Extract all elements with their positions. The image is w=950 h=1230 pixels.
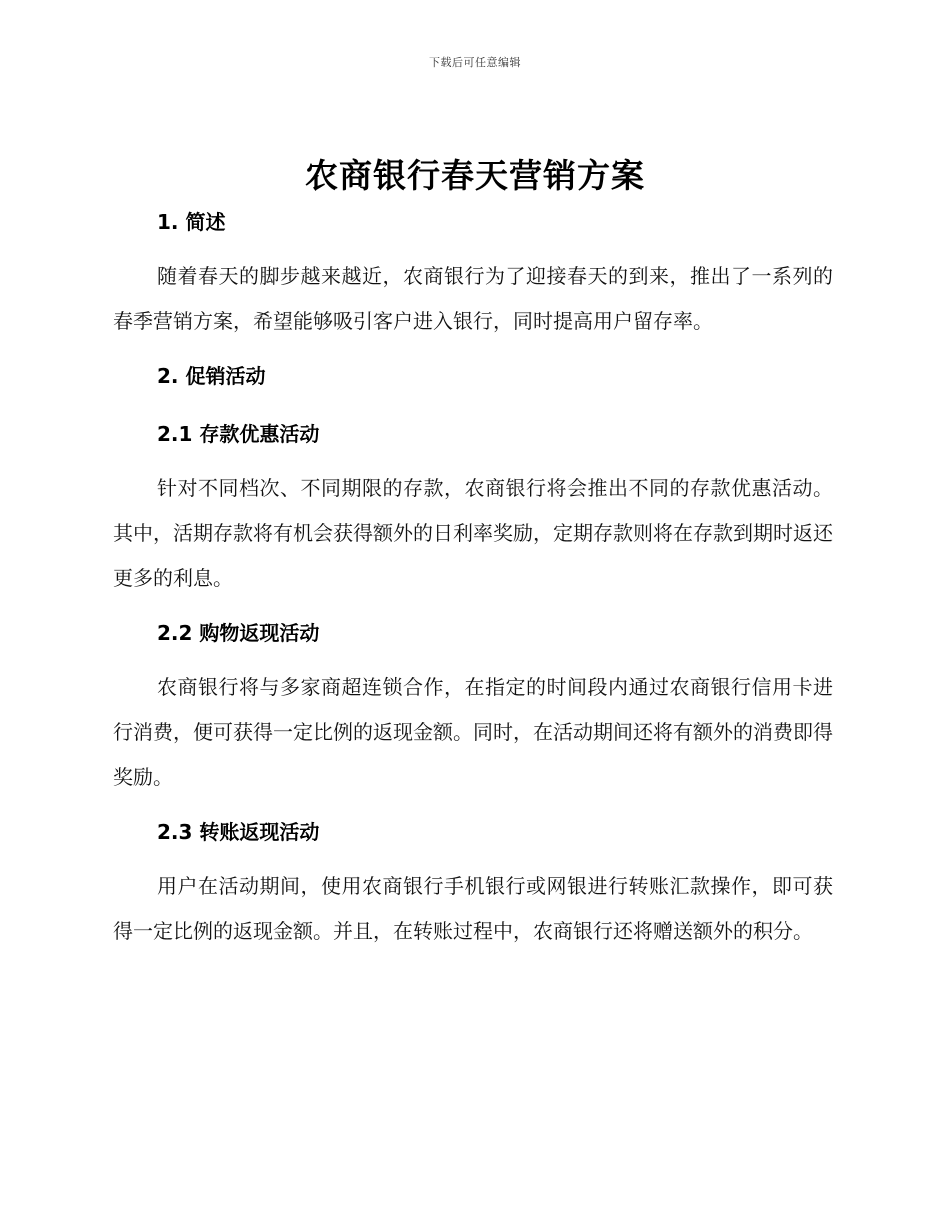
paragraph-shopping-cashback: 农商银行将与多家商超连锁合作，在指定的时间段内通过农商银行信用卡进行消费，便可获得一定比例的返现金额。同时，在活动期间还将有额外的消费即得奖励。: [113, 675, 833, 789]
paragraph-overview: 随着春天的脚步越来越近，农商银行为了迎接春天的到来，推出了一系列的春季营销方案，希望能够吸引客户进入银行，同时提高用户留存率。: [113, 264, 833, 333]
section-heading-shopping-cashback: 2.2 购物返现活动: [157, 621, 320, 645]
section-heading-transfer-cashback: 2.3 转账返现活动: [157, 820, 320, 844]
paragraph-deposit-offer: 针对不同档次、不同期限的存款，农商银行将会推出不同的存款优惠活动。其中，活期存款将有机会获得额外的日利率奖励，定期存款则将在存款到期时返还更多的利息。: [113, 476, 833, 590]
document-title: 农商银行春天营销方案: [305, 156, 645, 195]
document-body: [113, 202, 833, 954]
section-heading-overview: 1. 简述: [157, 210, 226, 234]
paragraph-transfer-cashback: 用户在活动期间，使用农商银行手机银行或网银进行转账汇款操作，即可获得一定比例的返现金额。并且，在转账过程中，农商银行还将赠送额外的积分。: [113, 874, 833, 943]
section-heading-deposit-offer: 2.1 存款优惠活动: [157, 422, 320, 446]
section-heading-promotions: 2. 促销活动: [157, 364, 266, 388]
header-note: 下载后可任意编辑: [429, 56, 521, 69]
